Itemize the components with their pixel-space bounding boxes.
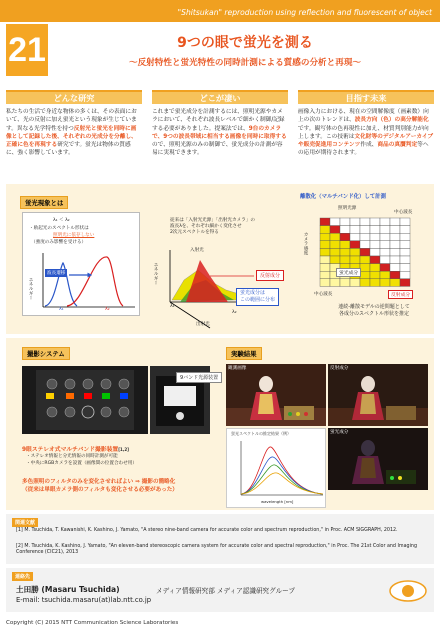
matrix-reflect-tag: 反射成分 xyxy=(388,290,413,299)
matrix-cell xyxy=(400,256,410,264)
matrix-cell xyxy=(400,271,410,279)
camera-array-image xyxy=(22,366,148,434)
matrix-cell xyxy=(380,256,390,264)
capture-bullet-2: ・中央にRGBカメラを設置（画像間の位置合わせ用） xyxy=(26,461,137,466)
incident-label: 入射光 xyxy=(190,248,204,253)
highlight-span: 9台のカメラで、9つの波長帯域に相当する画像を同時に取得する xyxy=(152,125,287,140)
camera-label: カメラ感度 xyxy=(303,232,308,255)
references-label: 関連文献 xyxy=(12,518,38,527)
matrix-cell xyxy=(340,233,350,241)
eye-logo-icon xyxy=(386,574,430,608)
illum-label: 照明光源 xyxy=(338,206,357,211)
matrix-cell xyxy=(350,218,360,226)
text-span: これまで蛍光成分を計測するには、照明光源やカメラにおいて、それぞれ波長レベルで細かく制御/記録する必要がありました。提案法では、 xyxy=(152,109,285,132)
matrix-cell xyxy=(320,264,330,272)
column-text xyxy=(152,108,288,158)
matrix-cell xyxy=(350,279,360,287)
matrix-cell xyxy=(390,248,400,256)
text-span: です。観写体の色再現性に加え、材質判別能力が向上します。この技術は xyxy=(298,125,429,140)
matrix-cell xyxy=(320,226,330,234)
contact-name: 土田勝 (Masaru Tsuchida) xyxy=(16,585,120,594)
emission-curve xyxy=(67,257,123,306)
axis-energy: エネルギー xyxy=(28,277,33,300)
contact-section xyxy=(6,568,434,612)
matrix-cell xyxy=(360,279,370,287)
matrix-grid xyxy=(316,216,420,290)
matrix-cell xyxy=(360,226,370,234)
matrix-cell xyxy=(350,226,360,234)
column-what xyxy=(6,90,142,158)
matrix-cell xyxy=(400,218,410,226)
matrix-cell xyxy=(330,233,340,241)
outgoing-label: 出射光 xyxy=(196,322,210,327)
matrix-cell xyxy=(320,218,330,226)
matrix-cell xyxy=(320,279,330,287)
reference-2: [2] M. Tsuchida, K. Kashino, J. Yamato, "An eleven-band stereoscopic camera system for accurate color and spectral reproduction," in Proc. The 21st Color and Imaging Conference (CIC21), 2013 xyxy=(16,544,417,556)
matrix-cell xyxy=(360,233,370,241)
matrix-cell xyxy=(400,233,410,241)
doll-image-reflect xyxy=(328,364,428,426)
highlight-span: 商品の真贋判定 xyxy=(377,142,418,149)
center-wl-bottom: 中心波長 xyxy=(314,292,333,297)
column-merit xyxy=(152,90,288,158)
camera-title xyxy=(22,444,129,453)
result-graph xyxy=(227,437,327,507)
matrix-cell xyxy=(390,226,400,234)
camera-ref: [1,2] xyxy=(118,447,129,452)
matrix-cell xyxy=(400,279,410,287)
matrix-cell xyxy=(370,279,380,287)
matrix-cell xyxy=(330,256,340,264)
matrix-title: 離散化（マルチバンド化）して計測 xyxy=(300,194,386,200)
matrix-cell xyxy=(340,218,350,226)
matrix-cell xyxy=(390,218,400,226)
note-line-2: 波長λを、それぞれ細かく変化させ xyxy=(170,224,242,229)
matrix-cell xyxy=(330,226,340,234)
matrix-cell xyxy=(320,233,330,241)
matrix-cell xyxy=(360,271,370,279)
shift-label: 波長遷移 xyxy=(47,271,66,276)
matrix-cell xyxy=(380,264,390,272)
highlight-span: 文化財等のデジタルアーカイブや販売促進用コンテンツ xyxy=(298,133,434,149)
device-tag: 9バンド光源装置 xyxy=(176,372,222,383)
highlight-span: 波長方向（色）の高分解能化 xyxy=(354,117,429,124)
matrix-cell xyxy=(400,226,410,234)
axis-energy-2: エネルギー xyxy=(153,262,158,285)
matrix-cell xyxy=(380,241,390,249)
lambda-two-b: λ₂ xyxy=(232,310,237,315)
spectrum-panel xyxy=(22,212,140,316)
column-text xyxy=(6,108,142,158)
matrix-cell xyxy=(320,241,330,249)
matrix-cell xyxy=(330,218,340,226)
doll-image-fluor xyxy=(328,428,428,490)
matrix-caption xyxy=(318,304,430,318)
matrix-cell xyxy=(380,233,390,241)
matrix-cell xyxy=(400,241,410,249)
matrix-cell xyxy=(350,241,360,249)
fluor-range-tag xyxy=(236,288,279,306)
matrix-cell xyxy=(390,241,400,249)
matrix-cell xyxy=(350,233,360,241)
matrix-cell xyxy=(380,218,390,226)
text-span: 画像入力における、現在の空間解像度（画素数）向上の次のトレンドは、 xyxy=(298,109,429,124)
camera-photo xyxy=(22,366,148,434)
copyright: Copyright (C) 2015 NTT Communication Science Laboratories xyxy=(6,620,179,626)
matrix-cell xyxy=(340,248,350,256)
spectrum-result-chart xyxy=(226,428,326,508)
matrix-cell xyxy=(400,248,410,256)
column-text xyxy=(298,108,434,158)
fluor-range-line-1: 蛍光成分は xyxy=(240,290,266,296)
matrix-cell xyxy=(340,241,350,249)
matrix-caption-1: 連続-離散モデルの逆問題として xyxy=(338,304,410,310)
column-future xyxy=(298,90,434,158)
fluor-range-line-2: この範囲に分布 xyxy=(240,297,276,303)
matrix-cell xyxy=(360,256,370,264)
matrix-cell xyxy=(360,248,370,256)
matrix-cell xyxy=(320,256,330,264)
matrix-cell xyxy=(370,218,380,226)
camera-title-text: 9眼ステレオ式マルチバンド撮影装置 xyxy=(22,447,119,453)
matrix-cell xyxy=(340,226,350,234)
bullet-text: （強度のみ影響を受ける） xyxy=(31,240,87,245)
text-span: 研究です。蛍光は物体の質感に、強く影響しています。 xyxy=(6,142,131,157)
matrix-cell xyxy=(370,226,380,234)
matrix-cell xyxy=(390,233,400,241)
matrix-cell xyxy=(380,248,390,256)
column-heading: どこが凄い xyxy=(152,90,288,104)
matrix-cell xyxy=(340,256,350,264)
matrix-cell xyxy=(330,279,340,287)
references-section xyxy=(6,514,434,564)
header-subtitle: "Shitsukan" reproduction using reflection and fluorescent of object xyxy=(177,8,432,17)
lambda-one: λ₁ xyxy=(59,307,64,312)
matrix-cell xyxy=(370,241,380,249)
capture-footer-2: （従来は単眼カメラ側のフィルタも変化させる必要があった） xyxy=(22,487,178,493)
reflect-caption: 反射成分 xyxy=(330,366,349,371)
text-span: 私たちの生活で身近な物体の多くは、その表面において、光の反射に加え蛍光という現象が生じています。異なる光学特性を持つ xyxy=(6,109,137,132)
results-label: 実験結果 xyxy=(226,347,262,360)
column-heading: 目指す未来 xyxy=(298,90,434,104)
contact-label: 連絡先 xyxy=(12,572,33,581)
matrix-cell xyxy=(330,241,340,249)
matrix-cell xyxy=(370,264,380,272)
poster-number: 21 xyxy=(6,24,48,76)
note-line-3: 2次元スペクトルを得る xyxy=(170,230,219,235)
observed-image xyxy=(226,364,326,426)
bullet-highlight: 照明光に依存しない xyxy=(53,233,95,238)
spectrum-3d-graph xyxy=(150,240,290,332)
matrix-cell xyxy=(390,264,400,272)
spectrum-graph xyxy=(23,249,139,315)
contact-group: メディア情報研究部 メディア認識研究グループ xyxy=(156,587,295,595)
matrix-cell xyxy=(370,256,380,264)
highlight-span: 反射光と蛍光を同時に画像として記録した後、それぞれの光成分を分離し、正確に色を再現する xyxy=(6,125,137,149)
reflect-image xyxy=(328,364,428,426)
text-span: 作成、 xyxy=(360,142,378,149)
observed-caption: 観測画像 xyxy=(228,366,247,371)
matrix-cell xyxy=(320,248,330,256)
graph-title: 蛍光スペクトルの推定結果（例） xyxy=(231,431,291,436)
bullet-text: ・励起光のスペクトル形状は xyxy=(29,226,89,231)
text-span: ので、照明光源のみの制御で、蛍光成分の計測が容易に実現できます。 xyxy=(152,142,283,157)
capture-label: 撮影システム xyxy=(22,347,70,360)
matrix-cell xyxy=(360,218,370,226)
matrix-cell xyxy=(330,248,340,256)
fluor-image xyxy=(328,428,428,490)
graph-xlabel: wavelength [nm] xyxy=(261,499,294,504)
reflect-tag: 反射成分 xyxy=(256,270,284,281)
matrix-cell xyxy=(360,241,370,249)
note-line-1: 従来は「入射光光源」「出射光カメラ」の xyxy=(170,218,255,223)
matrix-cell xyxy=(360,264,370,272)
matrix-caption-2: 各成分のスペクトル形状を推定 xyxy=(338,311,409,317)
matrix-cell xyxy=(390,256,400,264)
capture-bullet-1: ・ステレオ情報と分光情報の同時計測が可能 xyxy=(26,454,118,459)
matrix-cell xyxy=(400,264,410,272)
matrix-cell xyxy=(390,271,400,279)
matrix-cell xyxy=(350,248,360,256)
doll-image-observed xyxy=(226,364,326,426)
matrix-fluor-tag: 蛍光成分 xyxy=(336,268,361,277)
matrix-cell xyxy=(370,248,380,256)
fluor-caption: 蛍光成分 xyxy=(330,430,349,435)
column-heading: どんな研究 xyxy=(6,90,142,104)
text-span: 等への応用が期待されます。 xyxy=(298,142,429,157)
center-wl-top: 中心波長 xyxy=(394,210,413,215)
capture-footer-1: 多色照明のフィルタのみを変化させればよい ⇒ 撮影の簡略化 xyxy=(22,479,176,485)
main-title: 9つの眼で蛍光を測る xyxy=(177,35,313,51)
matrix-cell xyxy=(380,226,390,234)
matrix-cell xyxy=(340,279,350,287)
lambda-relation: λ₁ ＜ λ₂ xyxy=(53,218,70,223)
fluor-label: 蛍光現象とは xyxy=(20,196,68,209)
matrix-cell xyxy=(380,271,390,279)
lambda-two: λ₂ xyxy=(105,307,110,312)
sub-title: ～反射特性と蛍光特性の同時計測による質感の分析と再現～ xyxy=(128,58,362,68)
contact-email[interactable]: E-mail: tsuchida.masaru(at)lab.ntt.co.jp xyxy=(16,596,152,604)
matrix-cell xyxy=(320,271,330,279)
lambda-one-b: λ₁ xyxy=(170,304,175,309)
matrix-cell xyxy=(370,233,380,241)
matrix-cell xyxy=(390,279,400,287)
reference-1: [1] M. Tsuchida, T. Kawanishi, K. Kashino, J. Yamato, "A stereo nine-band camera for accurate color and spectrum reproduction," in Proc. ACM SIGGRAPH, 2012. xyxy=(16,528,398,533)
matrix-cell xyxy=(370,271,380,279)
matrix-cell xyxy=(380,279,390,287)
matrix-cell xyxy=(350,256,360,264)
